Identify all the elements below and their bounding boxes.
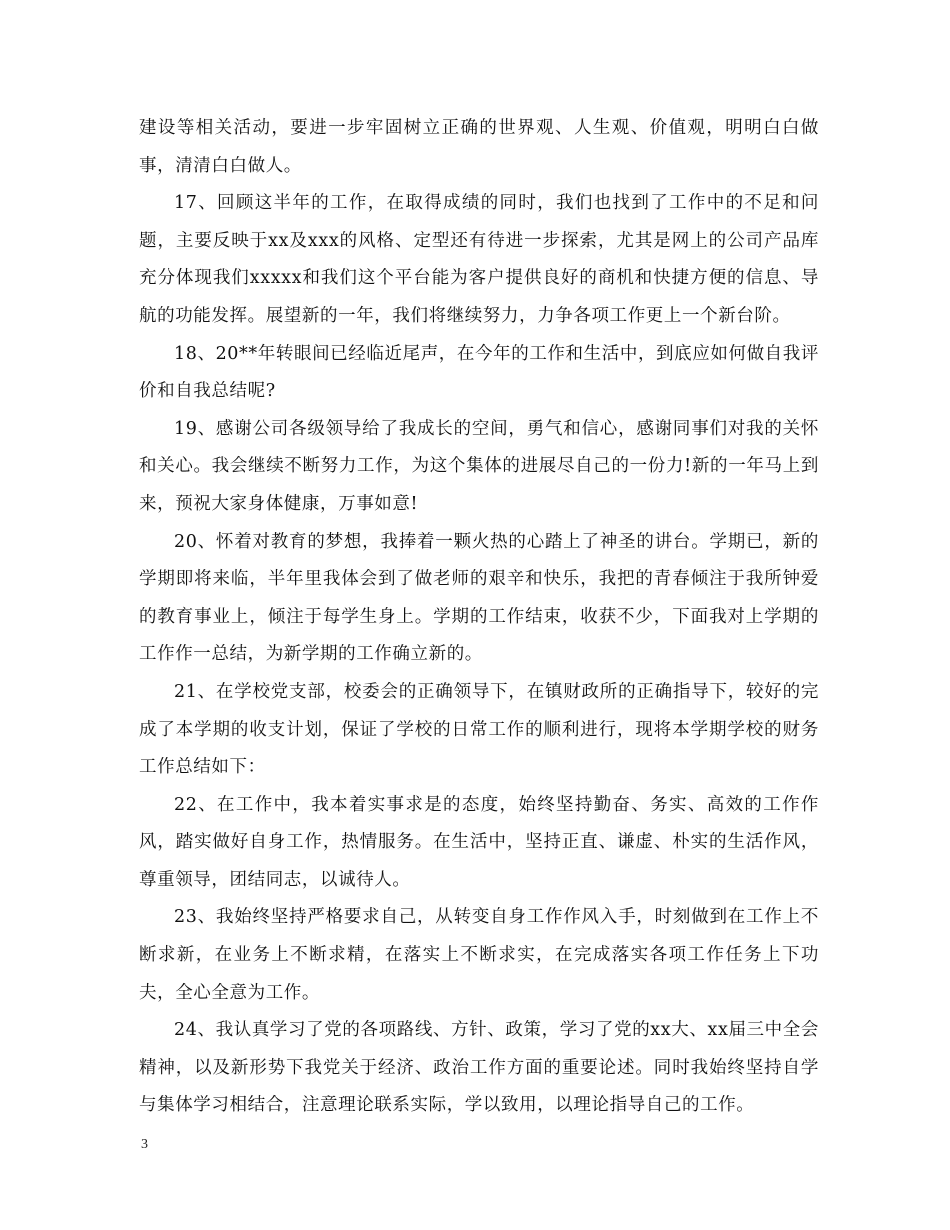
paragraph-24: 24、我认真学习了党的各项路线、方针、政策，学习了党的xx大、xx届三中全会精神，以及新形势下我党关于经济、政治工作方面的重要论述。同时我始终坚持自学与集体学习相结合，注意理论联系实际，学以致用，以理论指导自己的工作。 — [139, 1020, 819, 1116]
paragraph-17: 17、回顾这半年的工作，在取得成绩的同时，我们也找到了工作中的不足和问题，主要反映于xx及xxx的风格、定型还有待进一步探索，尤其是网上的公司产品库充分体现我们xxxxx和我们这个平台能为客户提供良好的商机和快捷方便的信息、导航的功能发挥。展望新的一年，我们将继续努力，力争各项工作更上一个新台阶。 — [139, 193, 819, 326]
document-body — [139, 110, 819, 1125]
paragraph-continuation: 建设等相关活动，要进一步牢固树立正确的世界观、人生观、价值观，明明白白做事，清清白白做人。 — [139, 118, 819, 176]
paragraph-18: 18、20**年转眼间已经临近尾声，在今年的工作和生活中，到底应如何做自我评价和自我总结呢? — [139, 343, 819, 402]
paragraph-22: 22、在工作中，我本着实事求是的态度，始终坚持勤奋、务实、高效的工作作风，踏实做好自身工作，热情服务。在生活中，坚持正直、谦虚、朴实的生活作风，尊重领导，团结同志，以诚待人。 — [139, 794, 819, 890]
page-number: 3 — [141, 1137, 148, 1152]
paragraph-23: 23、我始终坚持严格要求自己，从转变自身工作作风入手，时刻做到在工作上不断求新，在业务上不断求精，在落实上不断求实，在完成落实各项工作任务上下功夫，全心全意为工作。 — [139, 907, 819, 1003]
paragraph-20: 20、怀着对教育的梦想，我捧着一颗火热的心踏上了神圣的讲台。学期已，新的学期即将来临，半年里我体会到了做老师的艰辛和快乐，我把的青春倾注于我所钟爱的教育事业上，倾注于每学生身上。学期的工作结束，收获不少，下面我对上学期的工作作一总结，为新学期的工作确立新的。 — [139, 531, 819, 665]
paragraph-21: 21、在学校党支部，校委会的正确领导下，在镇财政所的正确指导下，较好的完成了本学期的收支计划，保证了学校的日常工作的顺利进行，现将本学期学校的财务工作总结如下： — [139, 681, 819, 778]
paragraph-19: 19、感谢公司各级领导给了我成长的空间，勇气和信心，感谢同事们对我的关怀和关心。我会继续不断努力工作，为这个集体的进展尽自己的一份力!新的一年马上到来，预祝大家身体健康，万事如意! — [139, 418, 819, 514]
